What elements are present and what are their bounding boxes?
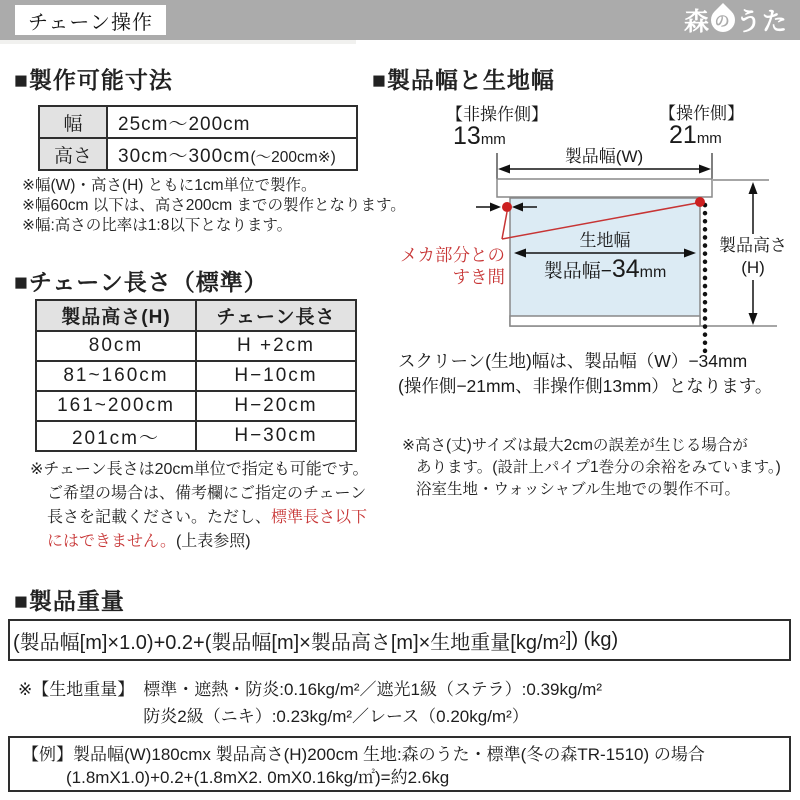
- mechanism-gap-dot-left: [502, 202, 512, 212]
- note-line: ※幅60cm 以下は、高さ200cm までの製作となります。: [22, 197, 406, 214]
- table-cell: 80cm: [36, 331, 196, 361]
- height-range-cell: 30cm〜300cm(〜200cm※): [107, 138, 357, 170]
- table-row: [36, 361, 356, 391]
- note-line: ※幅:高さの比率は1:8以下となります。: [22, 217, 293, 234]
- arrowhead-up: [749, 182, 758, 194]
- note-line: ※チェーン長さは20cm単位で指定も可能です。: [30, 461, 369, 478]
- operating-side-value: 21mm: [669, 121, 722, 149]
- table-header-row: [36, 300, 356, 331]
- chain-length-table: [35, 299, 357, 452]
- table-row: [36, 421, 356, 451]
- mechanism-gap-dot-right: [695, 197, 705, 207]
- table-cell: 81~160cm: [36, 361, 196, 391]
- chain-notes: [30, 458, 368, 554]
- header-shadow: [0, 40, 356, 44]
- fabric-weight-line: 標準・遮熱・防炎:0.16kg/m²／遮光1級（ステラ）:0.39kg/m²: [143, 680, 602, 699]
- head-rail: [497, 179, 712, 197]
- note-line: 長さを記載ください。ただし、標準長さ以下: [47, 509, 368, 526]
- product-height-label: 製品高さ (H): [718, 234, 788, 280]
- operating-side-label: 【操作側】: [659, 104, 744, 123]
- table-row: [39, 138, 357, 170]
- row-header-width: 幅: [39, 106, 107, 138]
- weight-formula-box: (製品幅[m]×1.0)+0.2+(製品幅[m]×製品高さ[m]×生地重量[kg/m 2 ]) (kg): [8, 619, 791, 661]
- note-line: ※高さ(丈)サイズは最大2cmの誤差が生じる場合が: [402, 437, 748, 454]
- table-cell: 201cm〜: [36, 421, 196, 451]
- table-row: [36, 391, 356, 421]
- col-header-chain-length: チェーン長さ: [196, 300, 356, 331]
- note-line: ご希望の場合は、備考欄にご指定のチェーン: [47, 485, 367, 502]
- dimensions-table: [38, 105, 358, 171]
- weight-example-box: [8, 736, 791, 792]
- height-tolerance-notes: [402, 435, 781, 501]
- brand-text-left: 森: [683, 8, 710, 36]
- table-cell: H−10cm: [196, 361, 356, 391]
- fabric-width-label: 生地幅: [579, 231, 631, 250]
- table-row: [36, 331, 356, 361]
- bottom-weight-bar: [510, 316, 700, 326]
- table-cell: H +2cm: [196, 331, 356, 361]
- non-operating-side-value: 13mm: [453, 122, 506, 150]
- arrowhead-right: [490, 203, 501, 212]
- arrowhead-right: [699, 165, 711, 174]
- dimension-notes: [22, 176, 406, 236]
- arrowhead-down: [749, 313, 758, 325]
- fabric-weight-note: [18, 676, 602, 730]
- note-line: にはできません。(上表参照): [47, 533, 251, 550]
- section-title-chain-length: ■チェーン長さ（標準）: [14, 269, 268, 295]
- row-header-height: 高さ: [39, 138, 107, 170]
- brand-logo: [684, 5, 788, 35]
- example-line: (1.8mX1.0)+0.2+(1.8mX2. 0mX0.16kg/㎡)=約2.6kg: [66, 768, 450, 787]
- arrowhead-left: [498, 165, 510, 174]
- mechanism-gap-label: メカ部分との すき間: [400, 245, 505, 287]
- product-width-label: 製品幅(W): [564, 147, 644, 166]
- section-title-width-diagram: ■製品幅と生地幅: [372, 67, 555, 93]
- table-cell: H−20cm: [196, 391, 356, 421]
- operation-type-tag: チェーン操作: [15, 5, 166, 35]
- example-line: 【例】製品幅(W)180cmx 製品高さ(H)200cm 生地:森のうた・標準(冬の森TR-1510) の場合: [22, 745, 705, 764]
- brand-text-right: うた: [735, 8, 788, 36]
- table-cell: 161~200cm: [36, 391, 196, 421]
- fabric-width-formula-label: 製品幅−34mm: [543, 255, 667, 283]
- section-title-weight: ■製品重量: [14, 588, 125, 614]
- col-header-product-height: 製品高さ(H): [36, 300, 196, 331]
- table-cell: H−30cm: [196, 421, 356, 451]
- width-diagram: [370, 95, 800, 357]
- fabric-weight-label: ※【生地重量】: [18, 680, 135, 699]
- note-line: あります。(設計上パイプ1巻分の余裕をみています。): [416, 459, 781, 476]
- table-row: [39, 106, 357, 138]
- non-operating-side-label: 【非操作側】: [446, 105, 548, 124]
- note-line: 浴室生地・ウォッシャブル生地での製作不可。: [416, 481, 740, 498]
- note-line: ※幅(W)・高さ(H) ともに1cm単位で製作。: [22, 177, 317, 194]
- width-range-cell: 25cm〜200cm: [107, 106, 357, 138]
- fabric-width-description: スクリーン(生地)幅は、製品幅（W）−34mm (操作側−21mm、非操作側13mm）となります。: [398, 351, 773, 396]
- leaf-icon: の: [706, 3, 740, 37]
- fabric-weight-line: 防炎2級（ニキ）:0.23kg/m²／レース（0.20kg/m²）: [143, 707, 529, 726]
- section-title-dimensions: ■製作可能寸法: [14, 67, 173, 93]
